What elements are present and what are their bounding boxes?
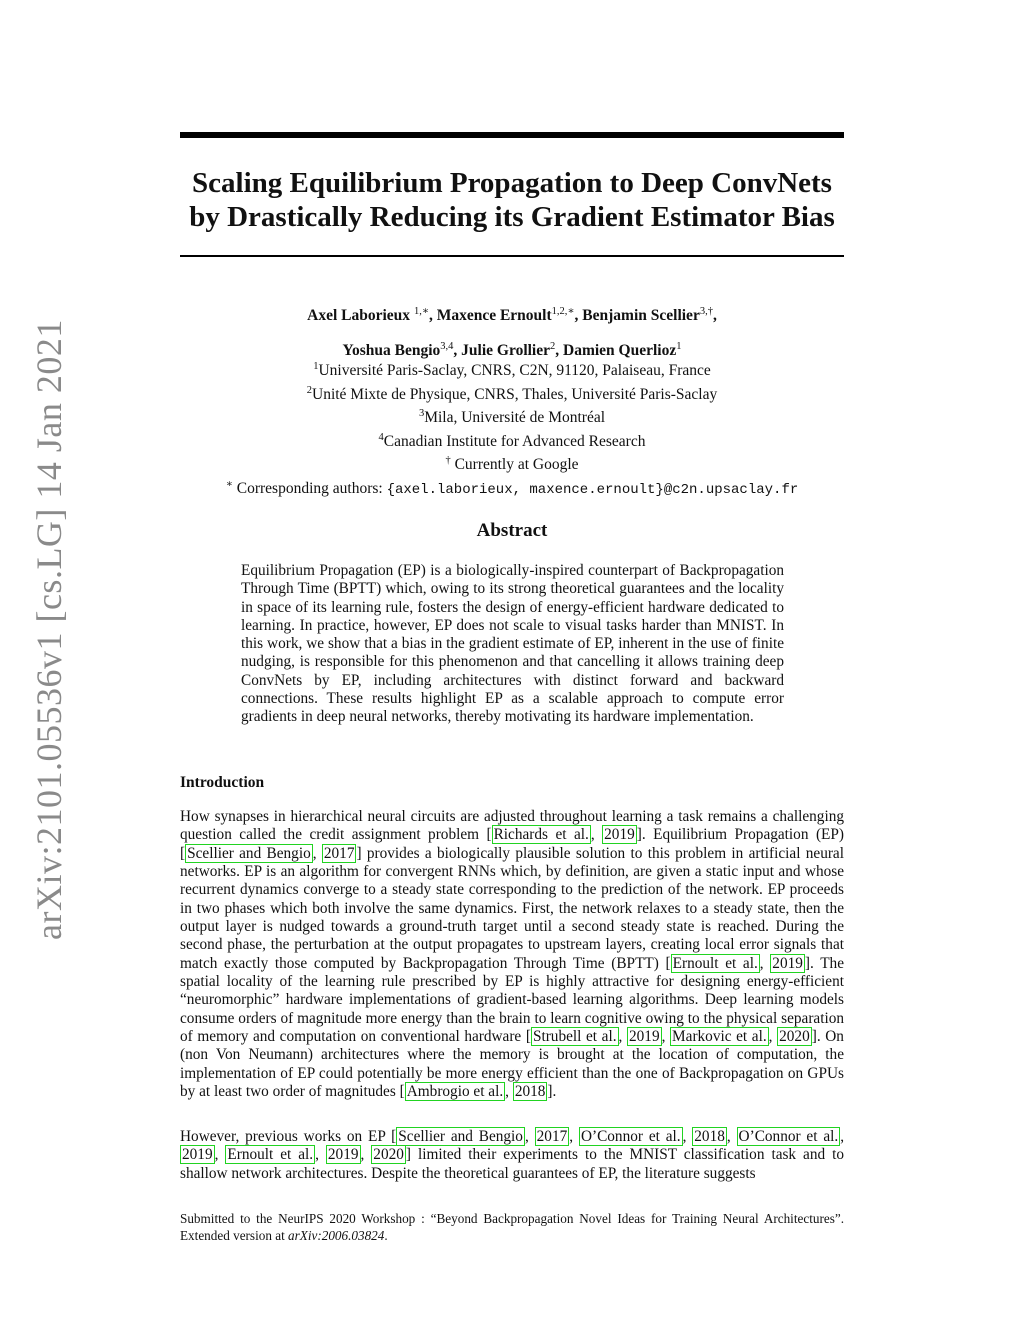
citation-link[interactable]: 2020 — [779, 1028, 810, 1046]
abstract-text: Equilibrium Propagation (EP) is a biologically-inspired counterpart of Backpropagation Through Time (BPTT) which, owing to its strong theoretical guarantees and the locality in space of its learning rule, fosters the design of energy-efficient hardware dedicated to learning. In practice, however, EP does not scale to visual tasks harder than MNIST. In this work, we show that a bias in the gradient estimate of EP, inherent in the use of finite nudging, is responsible for this phenomenon and that cancelling it allows training deep ConvNets by EP, including architectures with distinct forward and backward connections. These results highlight EP as a scalable approach to compute error gradients in deep neural networks, thereby motivating its hardware implementation. — [241, 562, 784, 726]
citation-link[interactable]: Richards et al. — [493, 826, 589, 844]
affiliation-text: Currently at Google — [450, 456, 579, 474]
citation-link[interactable]: 2019 — [182, 1146, 213, 1164]
affiliation-mark: † — [445, 455, 451, 467]
affiliation-line — [180, 451, 844, 475]
arxiv-identifier: arXiv:2101.05536v1 [cs.LG] 14 Jan 2021 — [29, 319, 69, 940]
corresponding-authors-line — [180, 475, 844, 501]
author-mark: 3,4 — [440, 341, 454, 353]
affiliation-text: Mila, Université de Montréal — [424, 409, 606, 427]
text-run: , — [618, 1028, 627, 1046]
author-list — [180, 296, 844, 366]
author-name: Axel Laborieux — [307, 307, 414, 325]
title-line-1: Scaling Equilibrium Propagation to Deep ConvNets — [192, 167, 832, 199]
author-name: , Benjamin Scellier — [574, 307, 700, 325]
affiliation-line — [180, 357, 844, 381]
citation-link[interactable]: Ernoult et al. — [227, 1146, 314, 1164]
text-run: , — [590, 826, 603, 844]
text-run: , — [661, 1028, 671, 1046]
text-run: , — [214, 1146, 226, 1164]
text-run: , — [312, 844, 322, 862]
affiliation-text: Université Paris-Saclay, CNRS, C2N, 91120, Palaiseau, France — [318, 362, 711, 380]
citation-link[interactable]: Ernoult et al. — [672, 954, 758, 972]
citation-link[interactable]: 2019 — [629, 1028, 660, 1046]
text-run: , — [315, 1146, 326, 1164]
affiliation-mark: 3 — [418, 408, 425, 420]
text-run: , — [569, 1128, 579, 1145]
title-line-2: by Drastically Reducing its Gradient Estimator Bias — [189, 201, 835, 233]
author-mark: 1,2,∗ — [551, 306, 575, 317]
corresponding-label: Corresponding authors: — [232, 479, 387, 497]
author-mark: 3,† — [699, 306, 713, 317]
author-name: , Damien Querlioz — [555, 342, 677, 360]
citation-link[interactable]: O’Connor et al. — [738, 1128, 839, 1145]
text-run: How synapses in hierarchical neural circuits are adjusted throughout learning a task remains a challenging question called the credit assignment problem [ — [180, 808, 844, 844]
citation-link[interactable]: 2019 — [604, 826, 635, 844]
citation-link[interactable]: Strubell et al. — [532, 1028, 617, 1046]
author-name: Yoshua Bengio — [342, 342, 441, 360]
text-run: , — [360, 1146, 372, 1164]
intro-paragraph-1 — [180, 808, 844, 1102]
affiliation-mark: 4 — [378, 431, 384, 443]
citation-link[interactable]: 2019 — [327, 1146, 359, 1164]
affiliations — [180, 357, 844, 500]
text-run: , — [759, 954, 771, 972]
citation-link[interactable]: Scellier and Bengio — [398, 1128, 523, 1145]
citation-link[interactable]: 2020 — [373, 1146, 404, 1164]
text-run: , — [682, 1128, 693, 1145]
text-run: ] limited their experiments to the MNIST classification task and to shallow network architectures. Despite the theoretical guarantees of EP, the literature suggests — [180, 1146, 844, 1182]
citation-link[interactable]: Markovic et al. — [672, 1028, 767, 1046]
abstract-heading: Abstract — [476, 520, 548, 541]
affiliation-text: Unité Mixte de Physique, CNRS, Thales, Université Paris-Saclay — [312, 385, 718, 403]
citation-link[interactable]: O’Connor et al. — [580, 1128, 681, 1145]
section-title-introduction: Introduction — [180, 774, 265, 791]
affiliation-text: Canadian Institute for Advanced Research — [383, 432, 646, 450]
paper-title — [150, 166, 874, 234]
title-top-rule — [180, 132, 844, 138]
author-line-1 — [180, 296, 844, 331]
footnote-end: . — [384, 1227, 388, 1243]
author-name: , Julie Grollier — [453, 342, 550, 360]
corresponding-emails[interactable]: {axel.laborieux, maxence.ernoult}@c2n.upsaclay.fr — [386, 481, 799, 498]
text-run: ]. The spatial locality of the learning rule prescribed by EP is highly attractive for designing energy-efficient “neuromorphic” hardware implementations of gradient-based learning algorithms. Deep learning models consume orders of magnitude more energy than the brain to learn cognitive owing to the physical separation of memory and computation on conventional hardware [ — [180, 954, 844, 1046]
text-run: ]. — [547, 1083, 557, 1101]
footnote-arxiv-ref: arXiv:2006.03824 — [288, 1227, 385, 1243]
author-mark: 1,∗ — [413, 306, 429, 317]
text-run: ]. On (non Von Neumann) architectures where the memory is brought at the location of computation, the implementation of EP could potentially be more energy efficient than the one of Backpropagation on GPUs by at least two order of magnitudes [ — [180, 1028, 844, 1101]
footnote — [180, 1211, 844, 1244]
corresponding-mark: ∗ — [225, 478, 233, 490]
affiliation-line — [180, 404, 844, 428]
citation-link[interactable]: 2017 — [323, 844, 355, 862]
citation-link[interactable]: 2018 — [694, 1128, 725, 1145]
text-run: , — [505, 1083, 513, 1101]
text-run: , — [768, 1028, 778, 1046]
intro-paragraph-2 — [180, 1128, 844, 1183]
affiliation-mark: 1 — [313, 361, 319, 372]
title-bottom-rule — [180, 255, 844, 257]
citation-link[interactable]: 2017 — [536, 1128, 568, 1145]
author-name: , Maxence Ernoult — [428, 307, 552, 325]
text-run: , — [840, 1128, 845, 1145]
affiliation-mark: 2 — [306, 384, 312, 396]
text-run: ]. Equilibrium Propagation (EP) [ — [180, 826, 844, 862]
citation-link[interactable]: Ambrogio et al. — [406, 1083, 504, 1101]
author-mark: 2 — [550, 341, 556, 353]
text-run: , — [726, 1128, 737, 1145]
citation-link[interactable]: 2019 — [772, 954, 803, 972]
citation-link[interactable]: Scellier and Bengio — [187, 844, 311, 862]
footnote-text: Submitted to the NeurIPS 2020 Workshop : “Beyond Backpropagation Novel Ideas for Training Neural Architectures”. Extended version at — [180, 1211, 844, 1243]
author-separator: , — [712, 307, 717, 325]
citation-link[interactable]: 2018 — [514, 1083, 546, 1101]
affiliation-line — [180, 428, 844, 452]
author-mark: 1 — [676, 341, 682, 353]
text-run: However, previous works on EP [ — [180, 1128, 397, 1145]
affiliation-line — [180, 381, 844, 405]
text-run: , — [524, 1128, 535, 1145]
text-run: ] provides a biologically plausible solution to this problem in artificial neural networks. EP is an algorithm for convergent RNNs which, by definition, are given a static input and whose recurrent dynamics converge to a steady state corresponding to the prediction of the network. EP proceeds in two phases which both involve the same dynamics. First, the network relaxes to a steady state, then the output layer is nudged towards a ground-truth target until a second steady state is reached. During the second phase, the perturbation at the output propagates to upstream layers, creating local error signals that match exactly those computed by Backpropagation Through Time (BPTT) [ — [180, 844, 844, 972]
